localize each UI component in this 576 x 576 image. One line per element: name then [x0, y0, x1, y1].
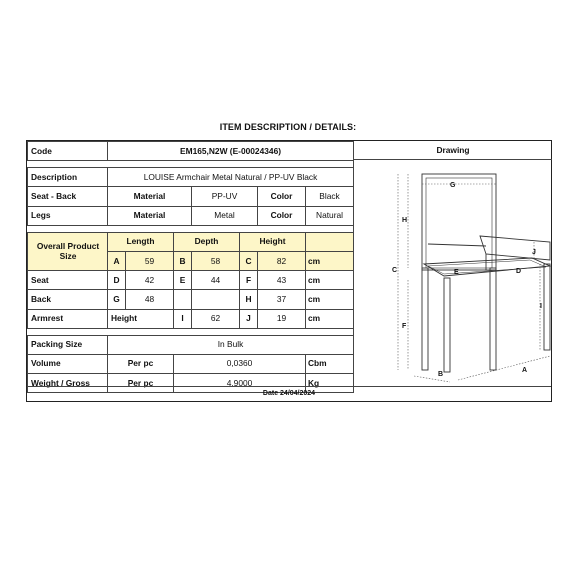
weight-unit: Kg [306, 374, 354, 393]
drawing-letter-e: E [454, 269, 459, 276]
drawing-letter-h: H [402, 217, 408, 224]
seat-back-color-label: Color [258, 187, 306, 206]
drawing-letter-j: J [532, 249, 536, 256]
drawing-header: Drawing [354, 141, 552, 160]
seat-back-label: Seat - Back [28, 187, 108, 206]
dim-g-letter: G [108, 290, 126, 309]
drawing-letter-d: D [516, 268, 522, 275]
chair-rear-leg-right [490, 268, 496, 370]
legs-color: Natural [306, 206, 354, 225]
chair-rear-leg-left [422, 268, 428, 370]
packing-row [28, 335, 354, 354]
chair-front-leg-left [444, 278, 450, 372]
weight-per: Per pc [108, 374, 174, 393]
chair-back-frame [422, 174, 496, 270]
legs-material: Metal [192, 206, 258, 225]
chair-drawing [354, 160, 552, 388]
drawing-letter-i: I [540, 303, 542, 310]
depth-header: Depth [174, 232, 240, 251]
spec-sheet [26, 140, 552, 402]
drawing-letter-b: B [438, 371, 444, 378]
volume-unit: Cbm [306, 354, 354, 373]
dim-b-value: 58 [192, 251, 240, 270]
dim-d-letter: D [108, 271, 126, 290]
chair-front-leg-right [544, 264, 550, 350]
volume-value: 0,0360 [174, 354, 306, 373]
seat-back-color: Black [306, 187, 354, 206]
dim-h-value: 37 [258, 290, 306, 309]
seat-back-material: PP-UV [192, 187, 258, 206]
seat-unit: cm [306, 271, 354, 290]
dim-b-letter: B [174, 251, 192, 270]
back-label: Back [28, 290, 108, 309]
drawing-letter-f: F [402, 323, 407, 330]
dim-c-value: 82 [258, 251, 306, 270]
armrest-unit: cm [306, 309, 354, 328]
drawing-letter-c: C [392, 267, 398, 274]
spec-table [27, 141, 354, 393]
volume-row [28, 354, 354, 373]
dim-e-letter: E [174, 271, 192, 290]
dim-f-letter: F [240, 271, 258, 290]
drawing-letter-g: G [450, 182, 456, 189]
dim-d-value: 42 [126, 271, 174, 290]
weight-value: 4,9000 [174, 374, 306, 393]
description-label: Description [28, 168, 108, 187]
seat-back-material-label: Material [108, 187, 192, 206]
legs-color-label: Color [258, 206, 306, 225]
description-value: LOUISE Armchair Metal Natural / PP-UV Black [108, 168, 354, 187]
description-row [28, 168, 354, 187]
legs-label: Legs [28, 206, 108, 225]
armrest-label: Armrest [28, 309, 108, 328]
dim-c-letter: C [240, 251, 258, 270]
overall-header-row [28, 232, 354, 251]
chair-back-inner [426, 178, 492, 268]
armrest-height-label: Height [108, 309, 174, 328]
legs-row [28, 206, 354, 225]
overall-size-label: Overall Product Size [28, 232, 108, 270]
code-row [28, 142, 354, 161]
dim-j-value: 19 [258, 309, 306, 328]
dim-a-value: 59 [126, 251, 174, 270]
chair-armrest [480, 236, 550, 260]
height-header: Height [240, 232, 306, 251]
chair-armrest-rail [428, 244, 486, 246]
overall-unit: cm [306, 251, 354, 270]
armrest-row [28, 309, 354, 328]
dim-j-letter: J [240, 309, 258, 328]
volume-label: Volume [28, 354, 108, 373]
packing-value: In Bulk [108, 335, 354, 354]
back-row [28, 290, 354, 309]
code-label: Code [28, 142, 108, 161]
dim-g-value: 48 [126, 290, 174, 309]
volume-per: Per pc [108, 354, 174, 373]
drawing-letter-a: A [522, 367, 528, 374]
weight-label: Weight / Gross [28, 374, 108, 393]
seat-back-row [28, 187, 354, 206]
back-unit: cm [306, 290, 354, 309]
dim-a-letter: A [108, 251, 126, 270]
packing-label: Packing Size [28, 335, 108, 354]
date-footer: Date 24/04/2024 [27, 386, 551, 401]
length-header: Length [108, 232, 174, 251]
drawing-panel [353, 141, 552, 387]
legs-material-label: Material [108, 206, 192, 225]
code-value: EM165,N2W (E-00024346) [108, 142, 354, 161]
dim-i-value: 62 [192, 309, 240, 328]
dim-f-value: 43 [258, 271, 306, 290]
dim-h-letter: H [240, 290, 258, 309]
seat-row [28, 271, 354, 290]
seat-label: Seat [28, 271, 108, 290]
dim-e-value: 44 [192, 271, 240, 290]
dim-i-letter: I [174, 309, 192, 328]
page-title: ITEM DESCRIPTION / DETAILS: [219, 122, 357, 132]
